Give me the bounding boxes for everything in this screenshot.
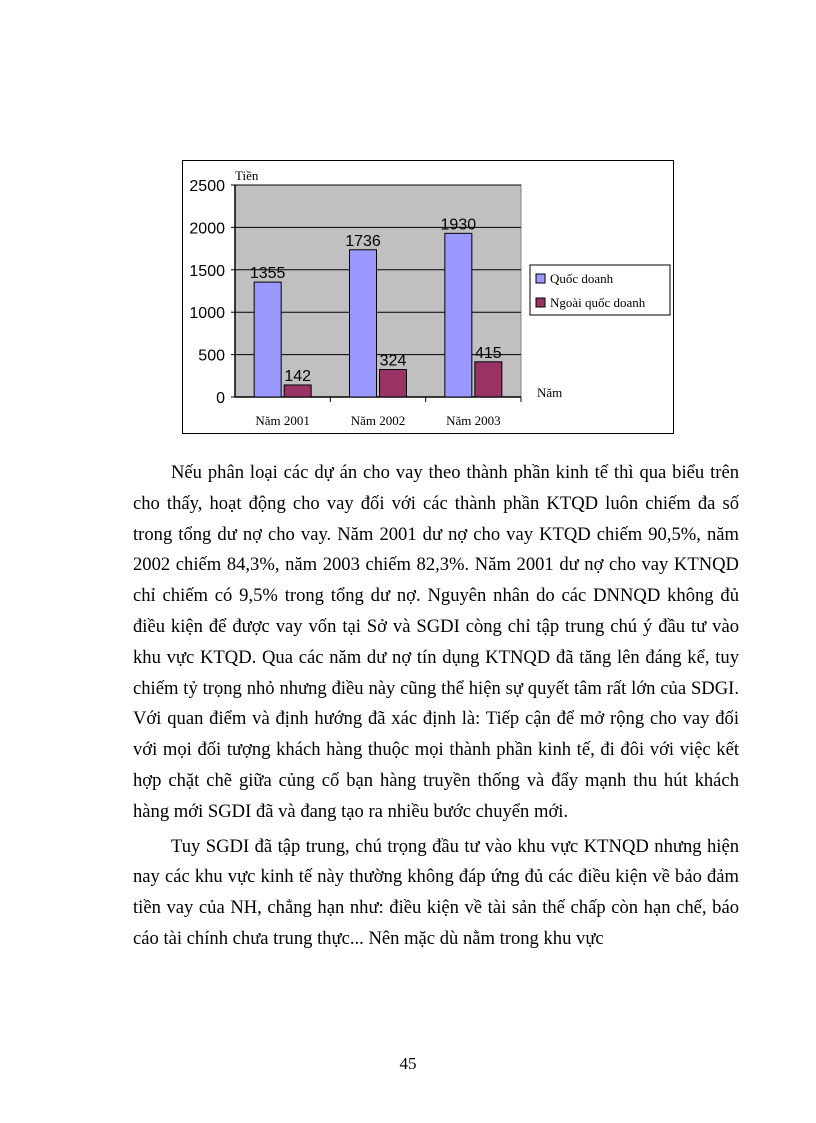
bar-quoc-doanh [445,233,472,397]
y-axis-label: Tiền [235,168,259,183]
paragraph-2: Tuy SGDI đã tập trung, chú trọng đầu tư vào khu vực KTNQD nhưng hiện nay các khu vực kinh tế này thường không đáp ứng đủ các điều kiện về bảo đảm tiền vay của NH, chẳng hạn như: điều kiện về tài sản thế chấp còn hạn chế, báo cáo tài chính chưa trung thực... Nên mặc dù nằm trong khu vực [133,835,739,949]
bar-quoc-doanh [350,250,377,397]
loan-bar-chart [183,161,673,433]
legend-label: Ngoài quốc doanh [550,295,646,310]
paragraph-1: Nếu phân loại các dự án cho vay theo thành phần kinh tế thì qua biểu trên cho thấy, hoạt động cho vay đối với các thành phần KTQD luôn chiếm đa số trong tổng dư nợ cho vay. Năm 2001 dư nợ cho vay KTQD chiếm 90,5%, năm 2002 chiếm 84,3%, năm 2003 chiếm 82,3%. Năm 2001 dư nợ cho vay KTNQD chỉ chiếm có 9,5% trong tổng dư nợ. Nguyên nhân do các DNNQD không đủ điều kiện để được vay vốn tại Sở và SGDI còng chỉ tập trung chú ý đầu tư vào khu vực KTQD. Qua các năm dư nợ tín dụng KTNQD đã tăng lên đáng kể, tuy chiếm tỷ trọng nhỏ nhưng điều này cũng thể hiện sự quyết tâm rất lớn của SDGI. Với quan điểm và định hướng đã xác định là: Tiếp cận để mở rộng cho vay đối với mọi đối tượng khách hàng thuộc mọi thành phần kinh tế, đi đôi với việc kết hợp chặt chẽ giữa củng cố bạn hàng truyền thống và đẩy mạnh thu hút khách hàng mới SGDI đã và đang tạo ra nhiều bước chuyển mới. [133,462,739,822]
bar-ngoai-quoc-doanh [380,370,407,397]
data-label: 324 [379,352,407,370]
y-tick-label: 0 [216,390,225,407]
legend-swatch [536,298,545,307]
bar-ngoai-quoc-doanh [475,362,502,397]
y-tick-label: 1000 [189,305,225,323]
page-number: 45 [399,1054,417,1073]
data-label: 142 [284,367,312,385]
y-tick-label: 1500 [189,262,225,280]
legend-swatch [536,274,545,283]
x-tick-label: Năm 2003 [446,413,501,428]
x-tick-label: Năm 2001 [255,413,310,428]
data-label: 415 [474,344,502,362]
y-tick-label: 2000 [189,220,225,238]
data-label: 1355 [249,265,286,283]
bar-quoc-doanh [254,282,281,397]
body-text [133,458,739,959]
data-label: 1930 [440,216,477,234]
loan-chart [182,160,674,434]
legend-label: Quốc doanh [550,271,614,286]
y-tick-label: 500 [198,347,225,365]
x-tick-label: Năm 2002 [350,413,406,428]
x-axis-label: Năm [537,385,563,400]
data-label: 1736 [345,232,381,250]
bar-ngoai-quoc-doanh [284,385,311,397]
y-tick-label: 2500 [189,178,225,195]
